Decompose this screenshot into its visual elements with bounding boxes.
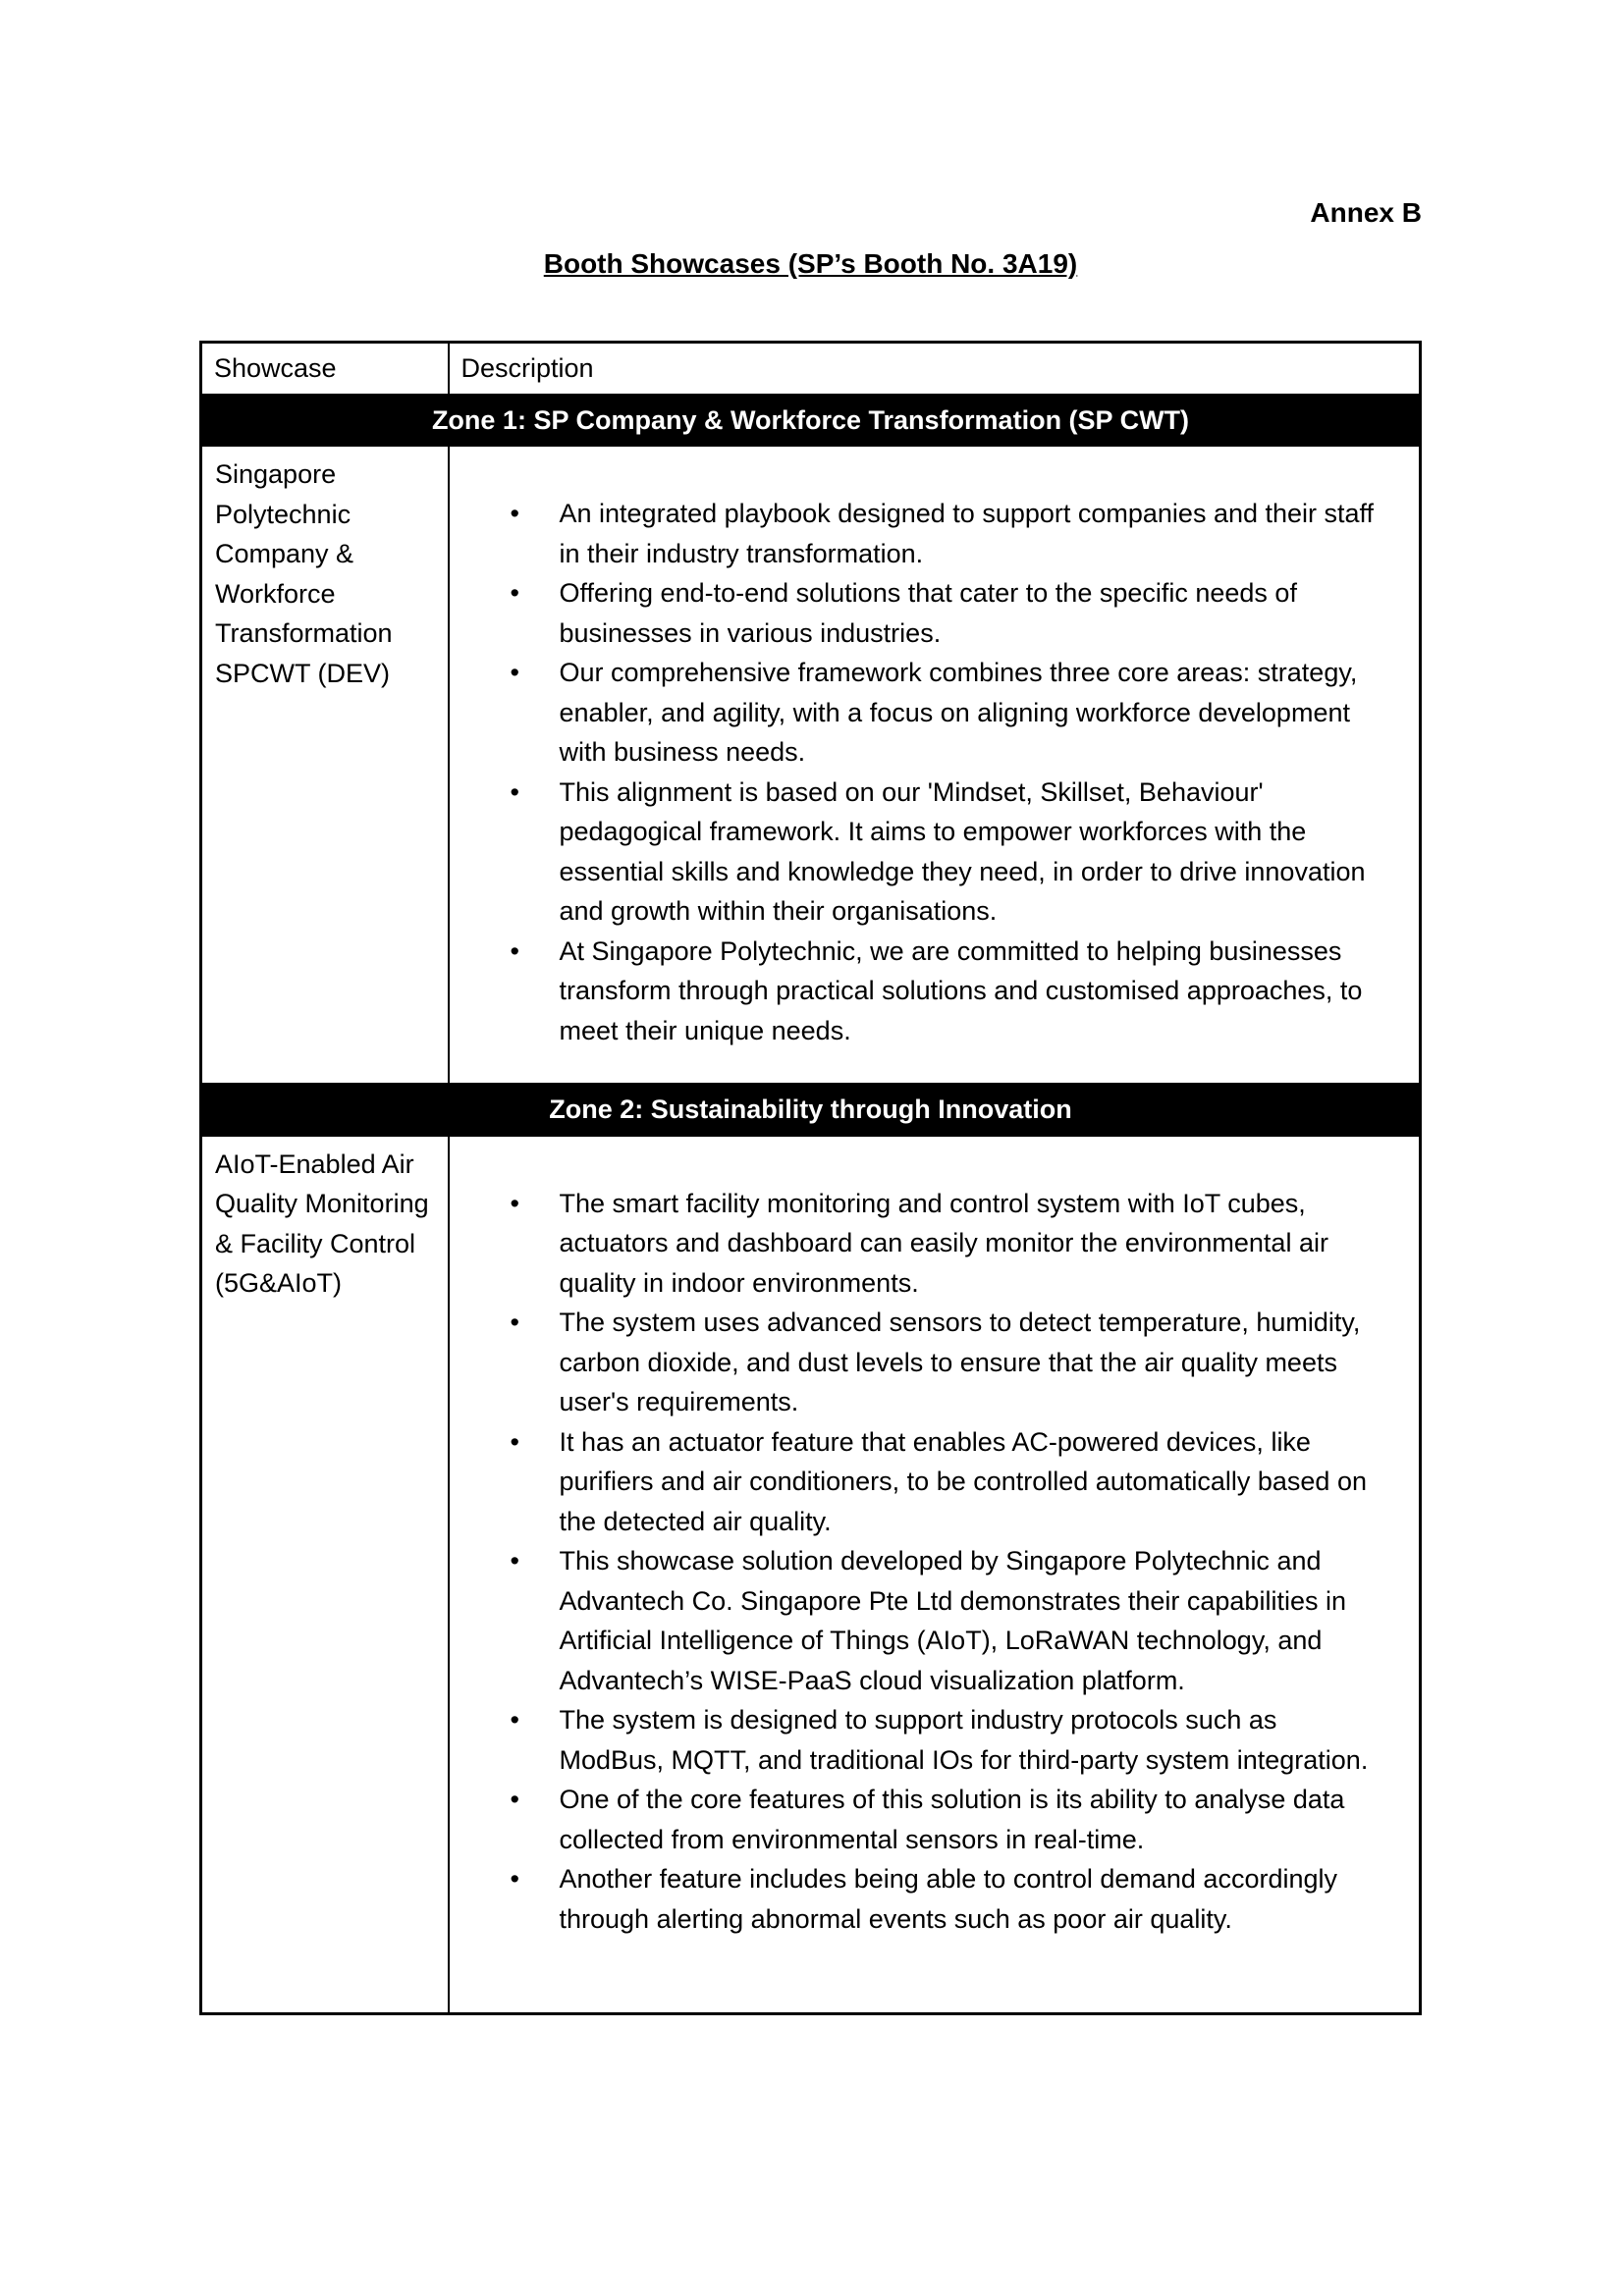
zone-1-content-row [201, 446, 1421, 1084]
bullet-item [450, 653, 1379, 773]
bullet-text: Another feature includes being able to control demand accordingly through alerting abnormal events such as poor air quality. [559, 1864, 1338, 1934]
bullet-item [450, 494, 1379, 573]
zone-1-header-row [201, 395, 1421, 447]
bullet-item [450, 573, 1379, 653]
bullet-text: An integrated playbook designed to support companies and their staff in their industry transformation. [559, 499, 1375, 568]
bullet-text: This alignment is based on our 'Mindset, Skillset, Behaviour' pedagogical framework. It aims to empower workforces with the essential skills and knowledge they need, in order to drive innovation and growth within their organisations. [559, 776, 1366, 927]
description-column-header: Description [449, 343, 1421, 395]
bullet-icon: • [510, 1308, 519, 1338]
zone-2-bullet-list [450, 1184, 1379, 1940]
showcase-column-header: Showcase [201, 343, 449, 395]
bullet-item [450, 1541, 1379, 1700]
page-title [199, 247, 1422, 281]
bullet-text: The system uses advanced sensors to detect temperature, humidity, carbon dioxide, and dust levels to ensure that the air quality meets user's requirements. [559, 1308, 1361, 1417]
bullet-icon: • [510, 935, 519, 966]
zone-2-header-row [201, 1084, 1421, 1136]
bullet-text: One of the core features of this solution is its ability to analyse data collected from environmental sensors in real-time. [559, 1785, 1345, 1854]
bullet-text: At Singapore Polytechnic, we are committed to helping businesses transform through practical solutions and customised approaches, to meet their unique needs. [559, 935, 1363, 1045]
bullet-item [450, 1700, 1379, 1780]
bullet-item [450, 1780, 1379, 1859]
bullet-text: Offering end-to-end solutions that cater to the specific needs of businesses in various industries. [559, 578, 1297, 648]
bullet-item [450, 1303, 1379, 1422]
page-content [199, 0, 1422, 2015]
bullet-text: The smart facility monitoring and control system with IoT cubes, actuators and dashboard can easily monitor the environmental air quality in indoor environments. [559, 1188, 1328, 1298]
bullet-item [450, 773, 1379, 932]
bullet-text: Our comprehensive framework combines three core areas: strategy, enabler, and agility, with a focus on aligning workforce development with business needs. [559, 658, 1358, 768]
zone-2-description-cell [449, 1136, 1421, 2014]
booth-showcase-table [199, 341, 1422, 2015]
bullet-item [450, 1859, 1379, 1939]
zone-1-bullet-list [450, 494, 1379, 1050]
bullet-icon: • [510, 1864, 519, 1895]
zone-1-title: Zone 1: SP Company & Workforce Transformation (SP CWT) [201, 395, 1421, 447]
bullet-icon: • [510, 1546, 519, 1576]
bullet-icon: • [510, 1705, 519, 1735]
bullet-icon: • [510, 499, 519, 529]
bullet-icon: • [510, 1426, 519, 1457]
bullet-text: It has an actuator feature that enables AC-powered devices, like purifiers and air conditioners, to be controlled automatically based on the detected air quality. [559, 1426, 1367, 1536]
zone-1-showcase-cell: Singapore Polytechnic Company & Workforce Transformation SPCWT (DEV) [201, 446, 449, 1084]
bullet-icon: • [510, 578, 519, 609]
bullet-icon: • [510, 1785, 519, 1815]
page-title-text: Booth Showcases (SP’s Booth No. 3A19) [543, 247, 1078, 279]
annex-label: Annex B [1310, 197, 1422, 228]
zone-2-content-row [201, 1136, 1421, 2014]
bullet-text: This showcase solution developed by Singapore Polytechnic and Advantech Co. Singapore Pte Ltd demonstrates their capabilities in Artificial Intelligence of Things (AIoT), LoRaWAN technology, and Advantech’s WISE-PaaS cloud visualization platform. [559, 1546, 1346, 1695]
zone-2-showcase-cell: AIoT-Enabled Air Quality Monitoring & Facility Control (5G&AIoT) [201, 1136, 449, 2014]
bullet-item [450, 1422, 1379, 1542]
bullet-icon: • [510, 658, 519, 688]
bullet-text: The system is designed to support industry protocols such as ModBus, MQTT, and traditional IOs for third-party system integration. [559, 1705, 1369, 1775]
table-header-row [201, 343, 1421, 395]
zone-1-description-cell [449, 446, 1421, 1084]
zone-2-title: Zone 2: Sustainability through Innovation [201, 1084, 1421, 1136]
bullet-item [450, 932, 1379, 1051]
bullet-item [450, 1184, 1379, 1304]
bullet-icon: • [510, 1188, 519, 1218]
bullet-icon: • [510, 776, 519, 807]
